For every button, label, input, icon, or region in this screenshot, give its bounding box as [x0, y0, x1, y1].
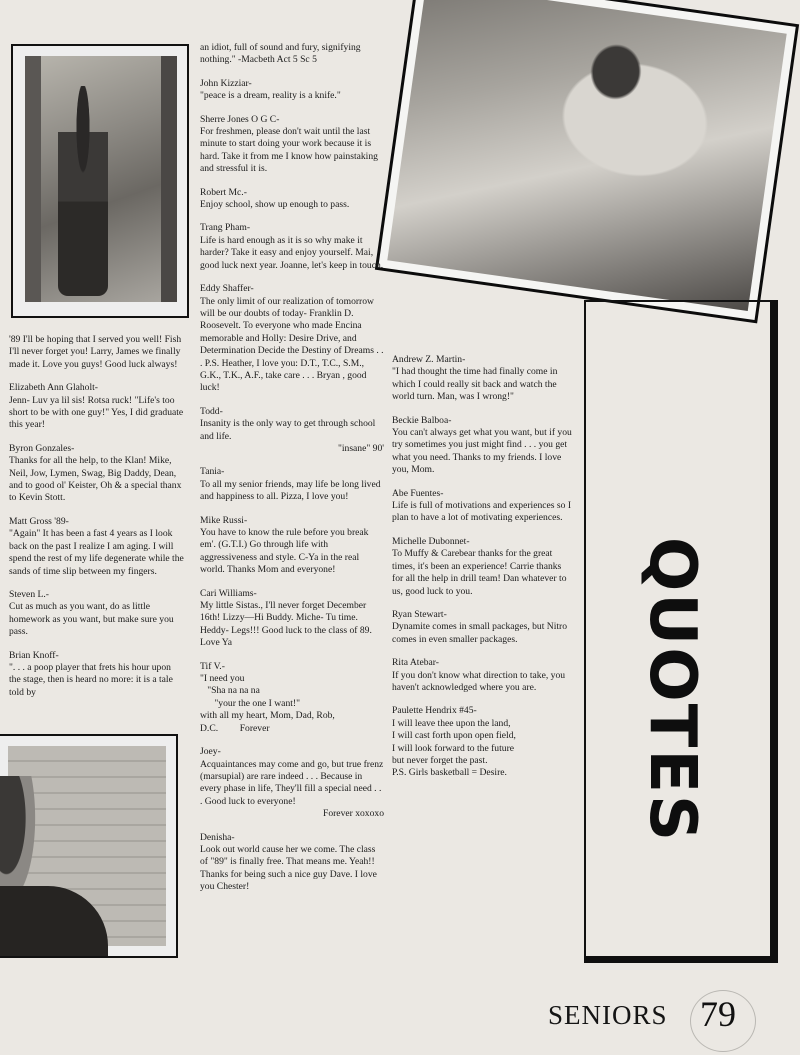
quote-text: You can't always get what you want, but if you try sometimes you just might find . . . you get what you need. Thanks to my friends. I love you, Mom.: [392, 427, 572, 476]
quotes-box-shadow-right: [770, 300, 778, 962]
quote-text: '89 I'll be hoping that I served you well! Fish I'll never forget you! Larry, James we finally made it. Love you guys! Good luck always!: [9, 334, 182, 370]
photo-student-standing: [11, 44, 189, 318]
quote-entry: [200, 515, 384, 577]
quote-entry: [200, 78, 384, 103]
quote-entry: [9, 650, 185, 700]
quotes-column-2: [200, 42, 384, 905]
quote-author: Trang Pham-: [200, 222, 251, 234]
quote-entry: [200, 114, 384, 176]
quote-entry: [392, 609, 572, 646]
quote-text: Thanks for all the help, to the Klan! Mike, Neil, Jow, Lymen, Swag, Big Daddy, Dean, and to good ol' Keister, Oh & a special thanx to Kevin Stott.: [9, 455, 182, 504]
photo-student-sunglasses: [0, 734, 178, 958]
quote-text: To Muffy & Carebear thanks for the great times, it's been an experience! Carrie thanks for all the help in drill team! Dan whatever to us, good luck to you.: [392, 548, 567, 597]
quote-author: Ryan Stewart-: [392, 608, 447, 620]
quote-author: Robert Mc.-: [200, 186, 247, 198]
quote-entry: [9, 382, 185, 432]
quote-text: Acquaintances may come and go, but true frenz (marsupial) are rare indeed . . . Because in every phase in life, They'll fill a special need . . . Good luck to everyone!: [200, 758, 384, 807]
quote-text: Look out world cause her we come. The class of "89" is finally free. That means me. Yeah!! Thanks for being such a nice guy Dave. I love you Chester!: [200, 843, 377, 893]
quote-text: To all my senior friends, may life be long lived and happiness to all. Pizza, I love you!: [200, 478, 381, 503]
quote-entry: [392, 488, 572, 525]
quote-entry: [200, 832, 384, 894]
quote-author: John Kizziar-: [200, 77, 252, 89]
quote-text: Life is hard enough as it is so why make it harder? Take it easy and enjoy yourself. Mai, good luck next year. Joanne, let's keep in touch.: [200, 234, 384, 271]
quote-entry: [9, 589, 185, 639]
quote-signoff: Forever xoxoxo: [322, 808, 384, 820]
quote-text: For freshmen, please don't wait until the last minute to start doing your work because it is hard. Take it from me I know how painstaking and stressful it is.: [200, 126, 378, 175]
quotes-column-1: [9, 334, 185, 710]
quote-entry: [392, 354, 572, 404]
quote-author: Elizabeth Ann Glaholt-: [9, 382, 98, 394]
quote-author: Todd-: [200, 405, 223, 417]
quotes-column-3: [392, 354, 572, 791]
quote-entry: [392, 415, 572, 477]
quote-text: You have to know the rule before you break em'. (G.T.I.) Go through life with aggressiveness and style. C-Ya in the real world. Thanks Mom and everyone!: [200, 527, 369, 576]
quote-entry: [200, 406, 384, 456]
section-label: SENIORS: [548, 1000, 668, 1030]
quotes-title-text: QUOTES: [635, 536, 709, 844]
quote-author: Matt Gross '89-: [9, 515, 69, 527]
quote-author: Eddy Shaffer-: [200, 283, 254, 295]
quote-author: Tif V.-: [200, 660, 225, 672]
quote-text: Cut as much as you want, do as little homework as you want, but make sure you pass.: [9, 601, 174, 638]
quote-entry: [9, 443, 185, 505]
quote-signoff: "insane" 90': [337, 442, 384, 454]
quote-entry: [392, 657, 572, 694]
quote-text: "Again" It has been a fast 4 years as I look back on the past I realize I am aging. I will spend the rest of my life degenerate while the sands of time slip between my fingers.: [9, 528, 184, 577]
quotes-box-shadow-bottom: [584, 956, 778, 963]
quote-entry: [9, 334, 185, 371]
quote-text: My little Sistas., I'll never forget December 16th! Lizzy—Hi Buddy. Miche- Tu time. Heddy- Legs!!! Good luck to the class of 89. Love Ya: [200, 600, 372, 649]
quote-author: Paulette Hendrix #45-: [392, 705, 477, 717]
quote-author: Joey-: [200, 746, 221, 758]
quote-text: Insanity is the only way to get through school and life.: [200, 418, 376, 442]
quote-text: "I had thought the time had finally come in which I could really sit back and watch the world turn. Man, was I wrong!": [392, 366, 558, 403]
quote-text: ". . . a poop player that frets his hour upon the stage, then is heard no more: it is a tale told by: [9, 661, 173, 698]
quote-author: Tania-: [200, 466, 225, 478]
quote-author: Rita Atebar-: [392, 657, 439, 669]
quote-author: Abe Fuentes-: [392, 487, 444, 499]
quote-text: "I need you "Sha na na na "your the one I want!" with all my heart, Mom, Dad, Rob, D.C. Forever: [200, 673, 335, 734]
quote-entry: [200, 588, 384, 650]
quote-author: Steven L.-: [9, 588, 49, 600]
quote-entry: [392, 536, 572, 598]
quote-entry: [200, 222, 384, 272]
quote-author: Byron Gonzales-: [9, 442, 75, 454]
quote-author: Sherre Jones O G C-: [200, 113, 280, 125]
quote-author: Beckie Balboa-: [392, 414, 452, 426]
quote-entry: [200, 187, 384, 212]
page-number: 79: [700, 994, 736, 1034]
photo-student-eating: [375, 0, 799, 323]
quote-text: The only limit of our realization of tomorrow will be our doubts of today- Franklin D. Roosevelt. To everyone who made Encina memorable and Holly: Desire Drive, and Determination Decide the Destiny of Dreams . . . P.S. Heather, I love you: D.T., T.C., S.M., G.K., T.K., A.F., take care . . . Bryan , good luck!: [200, 295, 384, 394]
quote-text: Dynamite comes in small packages, but Nitro comes in even smaller packages.: [392, 621, 568, 645]
quote-author: Andrew Z. Martin-: [392, 354, 466, 365]
quote-author: Michelle Dubonnet-: [392, 535, 470, 547]
quote-entry: [200, 466, 384, 503]
quote-text: Life is full of motivations and experiences so I plan to have a lot of motivating experiences.: [392, 500, 572, 524]
quote-entry: [200, 661, 384, 735]
quote-entry: [200, 746, 384, 820]
quote-author: Mike Russi-: [200, 514, 248, 526]
quote-entry: [392, 705, 572, 779]
quote-author: Cari Williams-: [200, 587, 257, 599]
quote-entry: [9, 516, 185, 578]
quote-text: an idiot, full of sound and fury, signifying nothing." -Macbeth Act 5 Sc 5: [200, 42, 361, 66]
quote-text: I will leave thee upon the land, I will cast forth upon open field, I will look forward to the future but never forget the past. P.S. Girls basketball = Desire.: [392, 717, 516, 779]
quote-author: Brian Knoff-: [9, 649, 59, 661]
quote-entry: [200, 42, 384, 67]
quotes-title: [612, 536, 732, 844]
quote-text: Jenn- Luv ya lil sis! Rotsa ruck! "Life's too short to be with one guy!" Yes, I did graduate this year!: [9, 394, 184, 431]
quote-text: "peace is a dream, reality is a knife.": [200, 90, 341, 102]
quote-text: Enjoy school, show up enough to pass.: [200, 199, 350, 211]
quote-text: If you don't know what direction to take, you haven't acknowledged where you are.: [392, 669, 566, 693]
quote-entry: [200, 283, 384, 395]
quote-author: Denisha-: [200, 831, 235, 843]
